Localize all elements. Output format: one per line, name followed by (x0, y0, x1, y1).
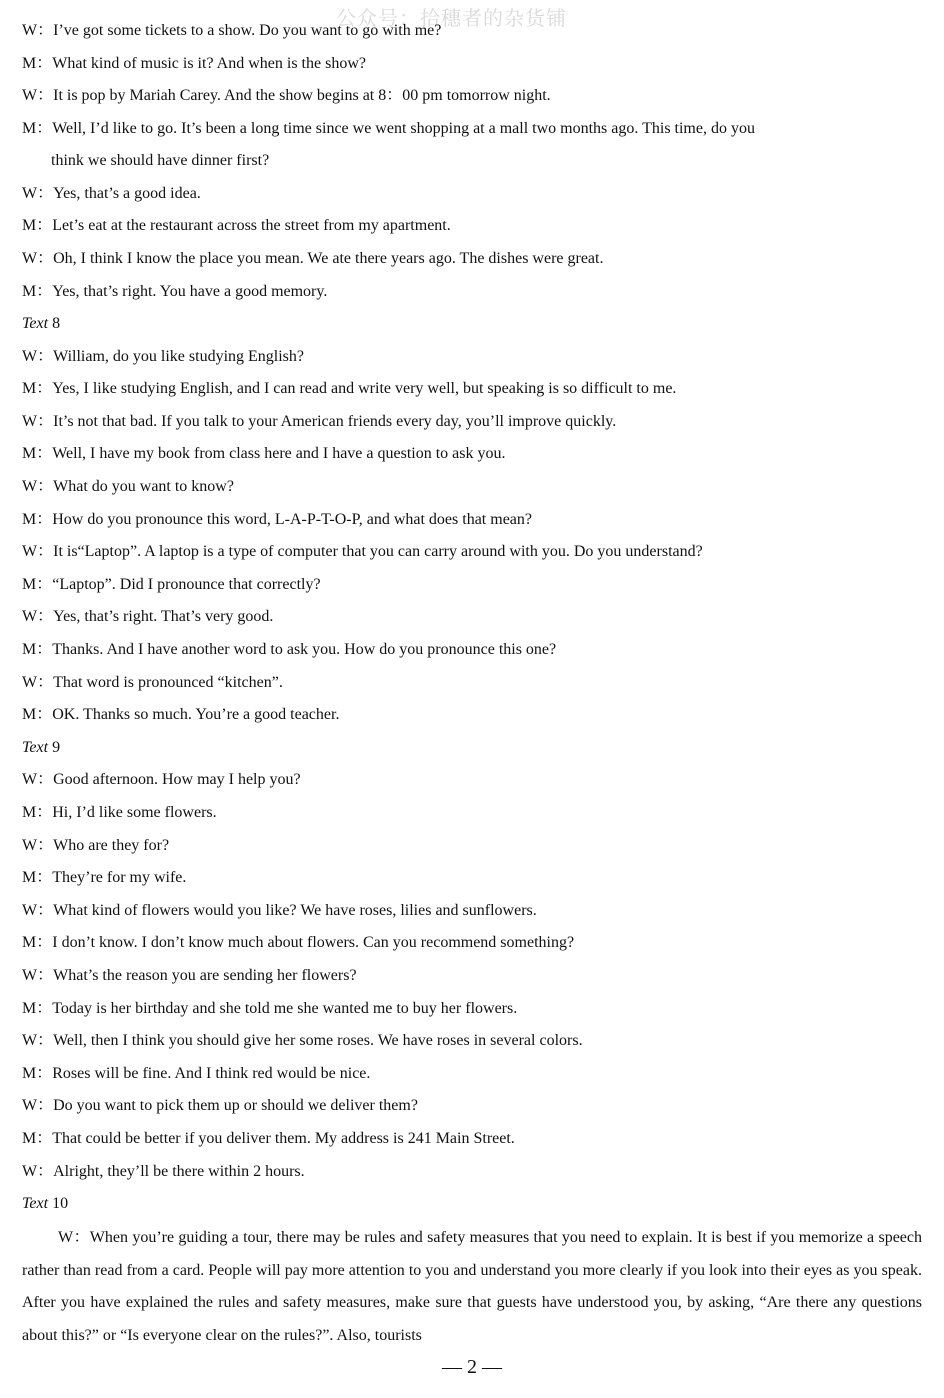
transcript-line: W：Alright, they’ll be there within 2 hours. (22, 1163, 305, 1180)
monologue-paragraph: W：When you’re guiding a tour, there may be rules and safety measures that you need to explain. It is best if you memorize a speech rather than read from a card. People will pay more attention to you and understand you more clearly if you look into their eyes as you speak. After you have explained the rules and safety measures, make sure that guests have understood you, by asking, “Are there any questions about this?” or “Is everyone clear on the rules?”. Also, tourists (22, 1229, 922, 1344)
transcript-line: W：It is“Laptop”. A laptop is a type of computer that you can carry around with you. Do you understand? (22, 543, 703, 560)
transcript-line: M：They’re for my wife. (22, 869, 187, 886)
transcript-line: think we should have dinner first? (51, 152, 270, 169)
transcript-line: M：Yes, I like studying English, and I can read and write very well, but speaking is so difficult to me. (22, 380, 677, 397)
transcript-line: W：I’ve got some tickets to a show. Do you want to go with me? (22, 22, 442, 39)
transcript-line: M：I don’t know. I don’t know much about flowers. Can you recommend something? (22, 934, 575, 951)
transcript-line: M：“Laptop”. Did I pronounce that correctly? (22, 576, 321, 593)
section-heading: Text 10 (22, 1195, 69, 1212)
section-heading: Text 8 (22, 315, 61, 332)
section-heading: Text 9 (22, 739, 61, 756)
transcript-line: M：Well, I’d like to go. It’s been a long time since we went shopping at a mall two months ago. This time, do you (22, 120, 755, 137)
transcript-line: W：It’s not that bad. If you talk to your American friends every day, you’ll improve quickly. (22, 413, 617, 430)
transcript-line: M：Yes, that’s right. You have a good memory. (22, 283, 328, 300)
transcript-line: M：What kind of music is it? And when is the show? (22, 55, 366, 72)
transcript-line: W：Yes, that’s a good idea. (22, 185, 201, 202)
transcript-line: W：Who are they for? (22, 837, 170, 854)
transcript-line: W：What’s the reason you are sending her flowers? (22, 967, 357, 984)
transcript-line: M：Hi, I’d like some flowers. (22, 804, 217, 821)
transcript-line: M：That could be better if you deliver them. My address is 241 Main Street. (22, 1130, 515, 1147)
transcript-line: W：That word is pronounced “kitchen”. (22, 674, 283, 691)
page-number: — 2 — (442, 1356, 502, 1378)
transcript-line: W：What kind of flowers would you like? We have roses, lilies and sunflowers. (22, 902, 537, 919)
transcript-line: M：OK. Thanks so much. You’re a good teacher. (22, 706, 340, 723)
transcript-line: M：Well, I have my book from class here and I have a question to ask you. (22, 445, 506, 462)
transcript-line: W：It is pop by Mariah Carey. And the show begins at 8：00 pm tomorrow night. (22, 87, 551, 104)
transcript-line: W：Yes, that’s right. That’s very good. (22, 608, 274, 625)
transcript-line: M：Today is her birthday and she told me she wanted me to buy her flowers. (22, 1000, 518, 1017)
transcript-line: W：William, do you like studying English? (22, 348, 304, 365)
transcript-line: W：Do you want to pick them up or should we deliver them? (22, 1097, 418, 1114)
transcript-line: W：Oh, I think I know the place you mean. We ate there years ago. The dishes were great. (22, 250, 604, 267)
transcript-line: M：Thanks. And I have another word to ask you. How do you pronounce this one? (22, 641, 557, 658)
transcript-line: W：Well, then I think you should give her some roses. We have roses in several colors. (22, 1032, 583, 1049)
transcript-line: M：Let’s eat at the restaurant across the street from my apartment. (22, 217, 451, 234)
transcript-line: W：What do you want to know? (22, 478, 234, 495)
transcript-line: M：How do you pronounce this word, L-A-P-T-O-P, and what does that mean? (22, 511, 532, 528)
watermark: 公众号：拾穗者的杂货铺 (336, 6, 567, 30)
transcript-line: M：Roses will be fine. And I think red would be nice. (22, 1065, 371, 1082)
transcript-line: W：Good afternoon. How may I help you? (22, 771, 301, 788)
